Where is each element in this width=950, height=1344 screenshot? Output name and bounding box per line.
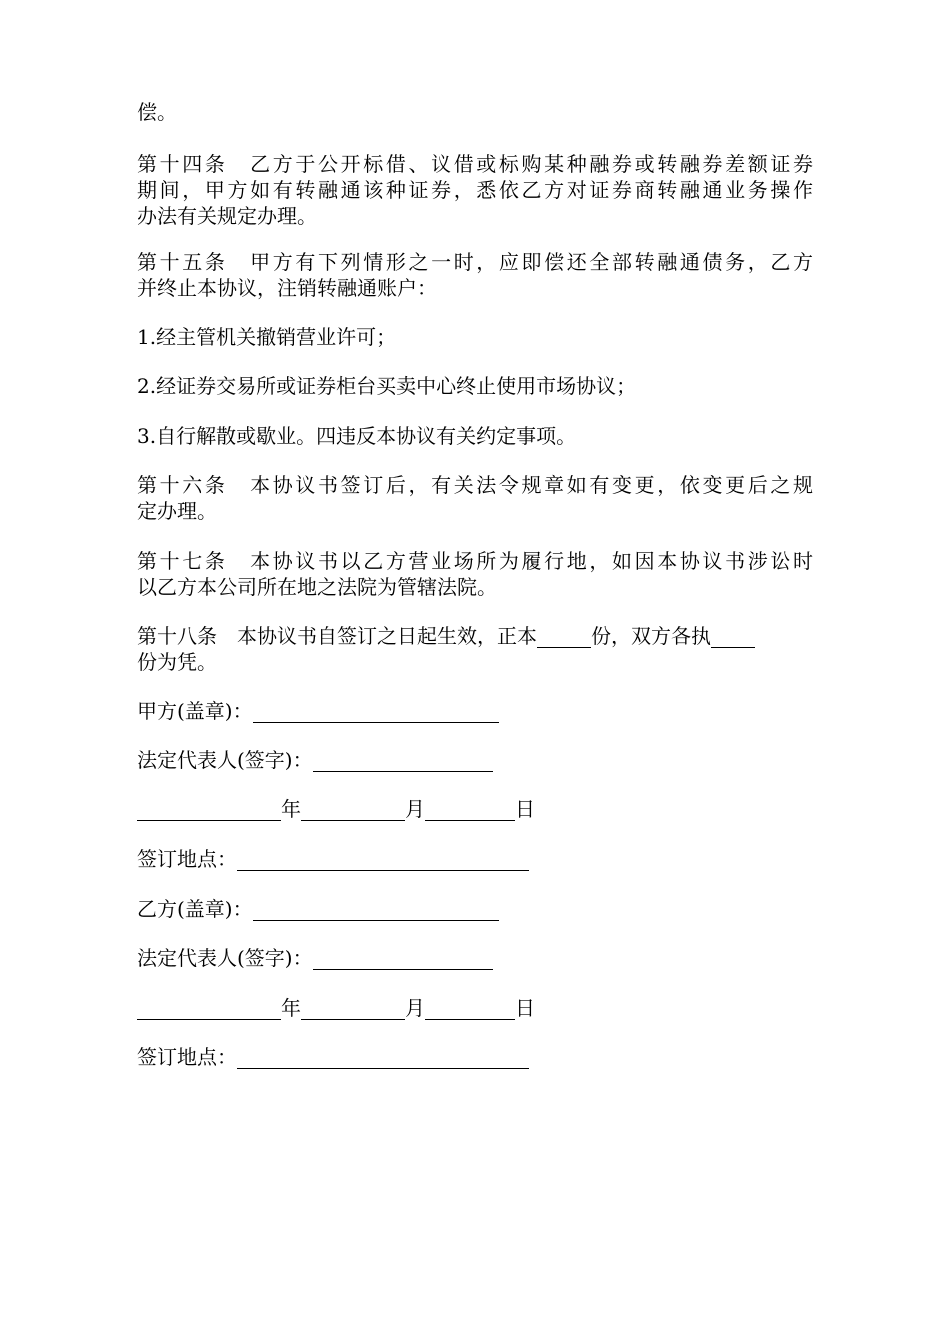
party-a-day-label: 日 [515,797,535,821]
party-b-month-blank[interactable] [301,1001,405,1020]
party-b-day-label: 日 [515,996,535,1020]
article-17-line-2: 以乙方本公司所在地之法院为管辖法院。 [137,575,497,599]
article-14-line-3: 办法有关规定办理。 [137,204,317,228]
party-b-rep-row [137,946,493,970]
party-b-rep-blank[interactable] [313,951,493,970]
article-18-text-a: 第十八条 本协议书自签订之日起生效，正本 [137,624,537,648]
party-a-date-row [137,797,535,821]
party-b-place-row [137,1045,529,1069]
original-copies-blank[interactable] [537,629,591,648]
party-a-rep-blank[interactable] [313,753,493,772]
copies-each-blank[interactable] [711,629,755,648]
party-b-rep-label: 法定代表人(签字)： [137,946,313,970]
article-15-line-2: 并终止本协议，注销转融通账户： [137,276,437,300]
list-item-2: 2.经证券交易所或证券柜台买卖中心终止使用市场协议； [137,374,637,398]
party-b-seal-blank[interactable] [253,902,499,921]
article-14-line-1: 第十四条 乙方于公开标借、议借或标购某种融券或转融券差额证券 [137,152,813,176]
article-14-line-2: 期间，甲方如有转融通该种证券，悉依乙方对证券商转融通业务操作 [137,178,813,202]
article-18-line-1 [137,624,755,648]
article-16-line-1: 第十六条 本协议书签订后，有关法令规章如有变更，依变更后之规 [137,473,813,497]
party-b-day-blank[interactable] [425,1001,515,1020]
party-a-place-blank[interactable] [237,852,529,871]
party-b-month-label: 月 [405,996,425,1020]
party-a-month-label: 月 [405,797,425,821]
party-a-seal-blank[interactable] [253,704,499,723]
party-a-place-row [137,847,529,871]
article-17-line-1: 第十七条 本协议书以乙方营业场所为履行地，如因本协议书涉讼时 [137,549,813,573]
party-a-month-blank[interactable] [301,802,405,821]
party-a-year-label: 年 [281,797,301,821]
party-a-seal-row [137,699,499,723]
party-a-rep-label: 法定代表人(签字)： [137,748,313,772]
article-18-line-2: 份为凭。 [137,650,217,674]
article-18-text-b: 份，双方各执 [591,624,711,648]
article-15-line-1: 第十五条 甲方有下列情形之一时，应即偿还全部转融通债务，乙方 [137,250,813,274]
party-b-place-label: 签订地点： [137,1045,237,1069]
paragraph-continuation: 偿。 [137,100,177,124]
list-item-3: 3.自行解散或歇业。四违反本协议有关约定事项。 [137,424,577,448]
article-16-line-2: 定办理。 [137,499,217,523]
party-b-seal-label: 乙方(盖章)： [137,897,253,921]
party-b-place-blank[interactable] [237,1050,529,1069]
party-b-date-row [137,996,535,1020]
party-b-year-blank[interactable] [137,1001,281,1020]
party-a-day-blank[interactable] [425,802,515,821]
list-item-1: 1.经主管机关撤销营业许可； [137,325,397,349]
party-b-seal-row [137,897,499,921]
party-a-seal-label: 甲方(盖章)： [137,699,253,723]
party-a-rep-row [137,748,493,772]
party-a-place-label: 签订地点： [137,847,237,871]
party-b-year-label: 年 [281,996,301,1020]
party-a-year-blank[interactable] [137,802,281,821]
